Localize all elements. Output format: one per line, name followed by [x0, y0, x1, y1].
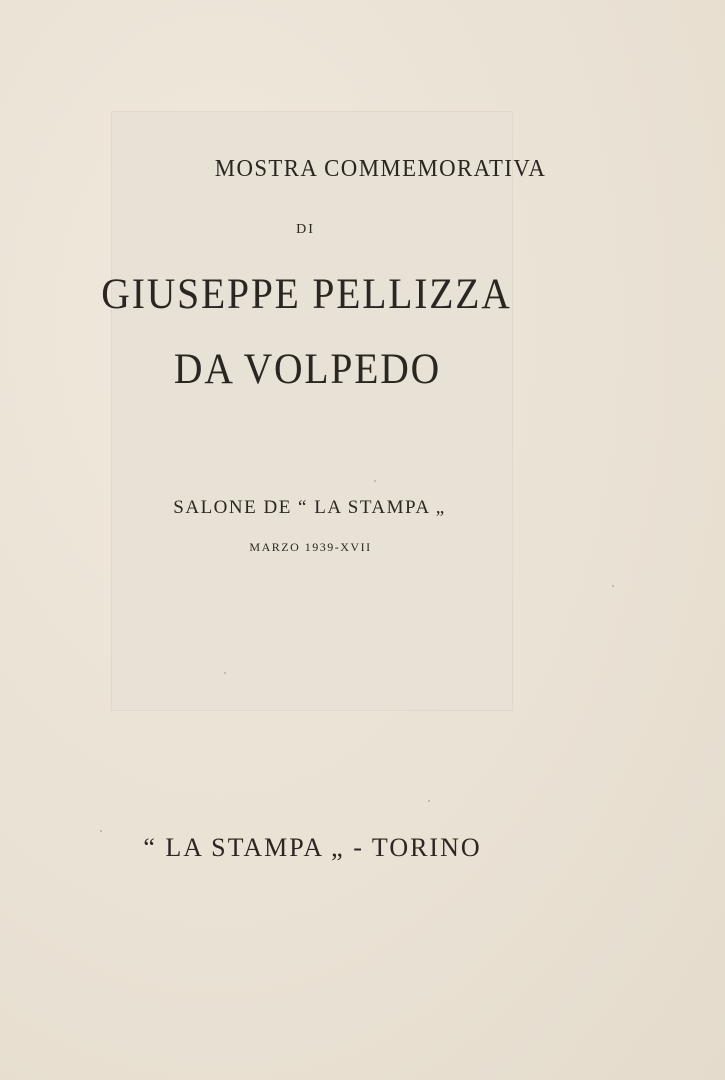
exhibition-heading: MOSTRA COMMEMORATIVA	[214, 156, 547, 182]
venue: SALONE DE “ LA STAMPA „	[173, 497, 446, 518]
plate-mark	[112, 112, 512, 710]
paper-speck	[428, 800, 430, 802]
artist-origin: DA VOLPEDO	[173, 346, 442, 393]
date: MARZO 1939-XVII	[249, 540, 372, 554]
paper-speck	[612, 585, 614, 587]
artist-name: GIUSEPPE PELLIZZA	[101, 271, 512, 318]
heading-preposition: DI	[296, 222, 315, 237]
paper-speck	[374, 480, 376, 482]
paper-speck	[224, 672, 226, 674]
paper-speck	[100, 830, 102, 832]
publisher-imprint: “ LA STAMPA „ - TORINO	[143, 833, 482, 862]
